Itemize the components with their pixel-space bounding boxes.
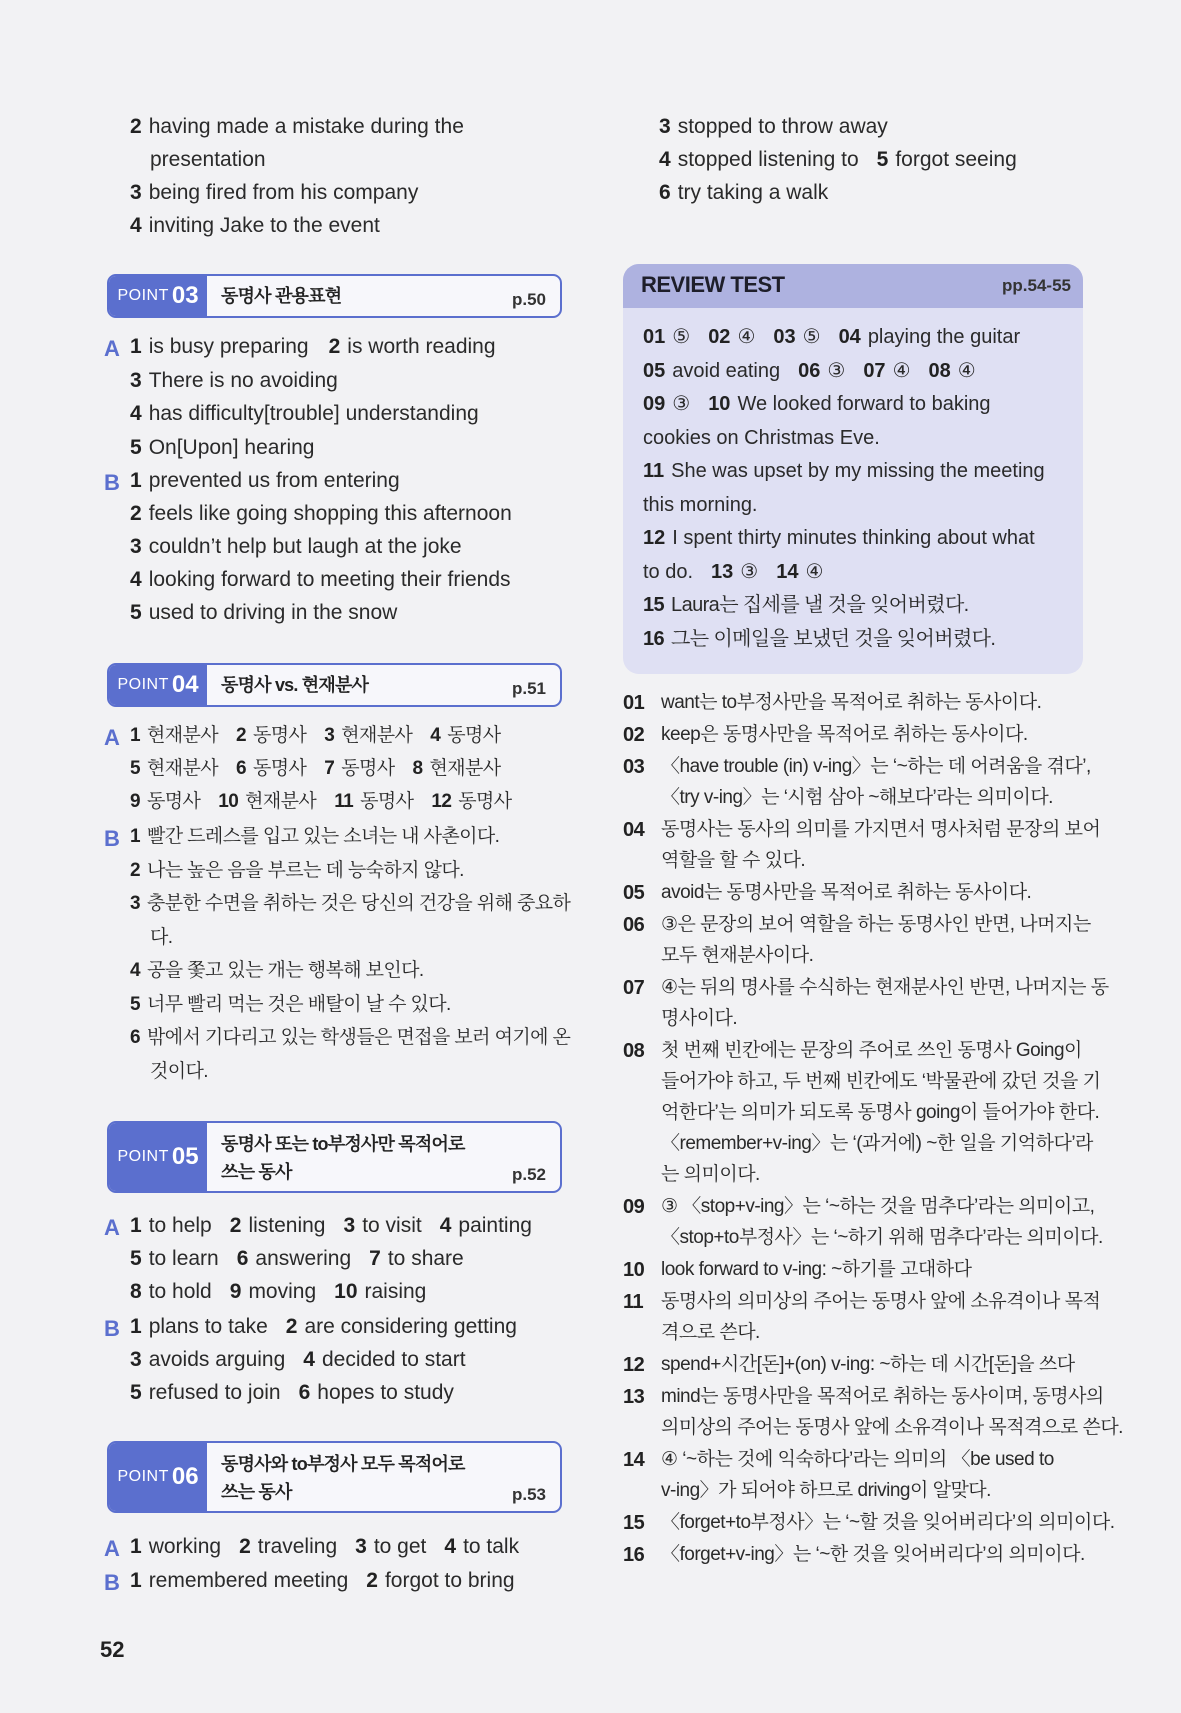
item-number: 16 xyxy=(643,627,665,650)
item-number: 2 xyxy=(366,1569,378,1592)
review-line xyxy=(643,592,969,618)
item-text: feels like going shopping this afternoon xyxy=(148,502,512,525)
item-number: 3 xyxy=(130,535,142,558)
answer-line xyxy=(130,1213,532,1239)
item-number: 07 xyxy=(863,359,886,382)
item-text: ⑤ xyxy=(802,326,821,348)
item-text: There is no avoiding xyxy=(148,368,338,392)
item-text: remembered meeting xyxy=(148,1569,349,1592)
item-number: 09 xyxy=(643,393,666,415)
item-text: prevented us from entering xyxy=(148,469,400,492)
item-text: cookies on Christmas Eve. xyxy=(643,426,880,449)
item-text: to help xyxy=(148,1214,212,1237)
item-number: 3 xyxy=(130,368,142,392)
item-text: 현재분사 xyxy=(429,758,501,779)
point-page-ref: p.51 xyxy=(511,679,546,698)
point-page-ref: p.53 xyxy=(511,1485,546,1504)
item-number: 8 xyxy=(412,758,423,779)
explanation-text: 〈stop+to부정사〉는 ‘~하기 위해 멈추다’라는 의미이다. xyxy=(661,1227,1103,1248)
explanation-text: want는 to부정사만을 목적어로 취하는 동사이다. xyxy=(661,692,1042,713)
item-text: are considering getting xyxy=(304,1315,517,1338)
explanation-item xyxy=(623,1038,1101,1193)
item-number: 12 xyxy=(431,791,452,812)
item-number: 4 xyxy=(303,1348,315,1371)
item-text: 빨간 드레스를 입고 있는 소녀는 내 사촌이다. xyxy=(146,826,500,847)
item-number: 1 xyxy=(130,1214,142,1237)
review-test-title: REVIEW TEST xyxy=(641,272,785,297)
item-number: 5 xyxy=(130,1381,142,1404)
explanation-number: 13 xyxy=(623,1386,645,1408)
explanation-text: avoid는 동명사만을 목적어로 취하는 동사이다. xyxy=(661,882,1032,903)
review-line xyxy=(643,458,1045,484)
item-number: 03 xyxy=(773,326,796,348)
item-text: plans to take xyxy=(148,1315,268,1338)
point-title-line-2: 쓰는 동사 xyxy=(221,1482,292,1502)
item-text: to visit xyxy=(362,1214,422,1237)
explanation-text: 격으로 쓴다. xyxy=(661,1322,760,1343)
item-text: to do. xyxy=(643,560,694,583)
item-number: 5 xyxy=(130,993,140,1015)
item-number: 5 xyxy=(130,601,142,624)
explanation-number: 16 xyxy=(623,1544,645,1566)
point-page-ref: p.50 xyxy=(511,290,546,309)
item-number: 3 xyxy=(659,115,671,138)
answer-line xyxy=(130,468,400,494)
item-text: 현재분사 xyxy=(341,725,413,746)
explanation-number: 04 xyxy=(623,819,645,841)
explanation-text: v-ing〉가 되어야 하므로 driving이 알맞다. xyxy=(661,1480,991,1501)
item-number: 3 xyxy=(324,725,335,746)
item-number: 4 xyxy=(130,568,142,591)
item-number: 2 xyxy=(236,725,246,746)
item-number: 11 xyxy=(643,460,665,482)
item-number: 3 xyxy=(130,1348,142,1371)
item-text: 공을 쫓고 있는 개는 행복해 보인다. xyxy=(146,960,424,981)
explanation-item xyxy=(623,1447,1083,1509)
section-a-label: A xyxy=(104,1215,120,1240)
item-text: playing the guitar xyxy=(867,326,1021,348)
item-number: 1 xyxy=(130,725,140,746)
item-text: to learn xyxy=(148,1247,219,1270)
section-a-label: A xyxy=(104,336,120,361)
point-number: 05 xyxy=(171,1143,199,1170)
explanation-item xyxy=(623,1510,1115,1541)
answer-line xyxy=(130,368,338,394)
item-text: painting xyxy=(458,1214,532,1237)
item-number: 14 xyxy=(776,560,799,583)
answer-line xyxy=(130,435,314,461)
item-text: ④ xyxy=(737,326,756,348)
point-word: POINT xyxy=(117,1148,169,1165)
explanation-number: 02 xyxy=(623,724,645,746)
explanation-item xyxy=(623,722,1083,753)
item-text: 현재분사 xyxy=(146,758,218,779)
answer-line xyxy=(130,401,479,427)
answer-line xyxy=(130,1279,426,1305)
answer-line xyxy=(130,891,570,917)
answer-line xyxy=(659,180,828,206)
explanation-number: 10 xyxy=(623,1259,645,1281)
item-number: 3 xyxy=(130,181,142,204)
review-test-box xyxy=(623,264,1083,674)
explanation-number: 06 xyxy=(623,914,645,936)
explanation-text: 〈forget+to부정사〉는 ‘~할 것을 잊어버리다’의 의미이다. xyxy=(661,1512,1115,1533)
item-text: stopped listening to xyxy=(677,148,859,171)
answer-line xyxy=(130,789,512,815)
item-number: 4 xyxy=(130,214,142,237)
point-word: POINT xyxy=(117,1468,169,1485)
item-text: ③ xyxy=(672,393,691,415)
point-page-ref: p.52 xyxy=(511,1165,546,1184)
point-number: 03 xyxy=(171,282,199,309)
item-number: 06 xyxy=(798,359,821,382)
item-text: to share xyxy=(387,1247,464,1270)
answer-line xyxy=(150,1059,208,1085)
explanation-text: 〈remember+v-ing〉는 ‘(과거에) ~한 일을 기억하다’라 xyxy=(661,1133,1093,1154)
item-text: 동명사 xyxy=(341,758,395,779)
review-line xyxy=(643,626,995,652)
point-04-tag xyxy=(109,665,207,705)
explanation-number: 11 xyxy=(623,1291,644,1313)
item-text: 충분한 수면을 취하는 것은 당신의 건강을 위해 중요하 xyxy=(146,893,571,914)
section-a-label: A xyxy=(104,725,120,750)
answer-line xyxy=(130,824,499,850)
item-number: 6 xyxy=(236,1247,249,1270)
explanation-text: 〈forget+v-ing〉는 ‘~한 것을 잊어버리다’의 의미이다. xyxy=(661,1544,1085,1565)
explanation-text: ③ 〈stop+v-ing〉는 ‘~하는 것을 멈추다’라는 의미이고, xyxy=(661,1196,1095,1217)
item-number: 5 xyxy=(130,435,142,459)
item-number: 2 xyxy=(229,1214,242,1237)
answer-line xyxy=(130,114,464,140)
answer-line xyxy=(130,534,462,560)
item-number: 08 xyxy=(928,359,951,382)
section-b-label: B xyxy=(104,470,120,495)
item-number: 2 xyxy=(285,1315,298,1338)
answer-line xyxy=(130,858,464,884)
item-text: has difficulty[trouble] understanding xyxy=(148,402,479,425)
item-text: to talk xyxy=(463,1535,520,1558)
item-text: to get xyxy=(373,1535,427,1558)
answer-line xyxy=(130,1025,570,1051)
section-a-label: A xyxy=(104,1536,120,1561)
point-title: 동명사 vs. 현재분사 xyxy=(221,675,369,695)
item-number: 1 xyxy=(130,1535,142,1558)
item-text: having made a mistake during the xyxy=(148,115,464,138)
item-number: 10 xyxy=(218,791,239,812)
item-text: presentation xyxy=(150,148,266,171)
item-text: used to driving in the snow xyxy=(148,601,398,624)
item-text: avoids arguing xyxy=(148,1348,286,1371)
section-b-label: B xyxy=(104,1316,120,1341)
point-05-header xyxy=(107,1121,562,1193)
item-number: 1 xyxy=(130,469,142,492)
item-text: ④ xyxy=(892,359,911,382)
explanation-number: 14 xyxy=(623,1449,645,1471)
item-text: We looked forward to baking xyxy=(737,393,991,415)
explanation-item xyxy=(623,975,1109,1037)
item-text: She was upset by my missing the meeting xyxy=(671,460,1045,482)
explanation-number: 08 xyxy=(623,1040,645,1062)
point-title-line-1: 동명사와 to부정사 모두 목적어로 xyxy=(221,1454,465,1474)
item-number: 8 xyxy=(130,1280,142,1303)
item-text: On[Upon] hearing xyxy=(148,435,315,459)
point-06-header xyxy=(107,1441,562,1513)
explanation-text: 모두 현재분사이다. xyxy=(661,945,814,966)
explanation-number: 15 xyxy=(623,1512,645,1534)
point-06-tag xyxy=(109,1443,207,1511)
item-text: forgot seeing xyxy=(895,148,1017,171)
item-text: try taking a walk xyxy=(677,181,829,204)
item-number: 2 xyxy=(130,502,142,525)
item-number: 10 xyxy=(708,393,731,415)
point-word: POINT xyxy=(117,676,169,693)
item-text: Laura는 집세를 낼 것을 잊어버렸다. xyxy=(671,594,969,616)
review-line xyxy=(643,324,1020,350)
answer-line xyxy=(130,334,496,360)
item-text: answering xyxy=(255,1247,352,1270)
item-number: 2 xyxy=(239,1535,251,1558)
explanation-text: ④는 뒤의 명사를 수식하는 현재분사인 반면, 나머지는 동 xyxy=(661,977,1109,998)
item-text: stopped to throw away xyxy=(677,115,888,138)
item-number: 4 xyxy=(439,1214,452,1237)
explanation-number: 01 xyxy=(623,692,645,714)
explanation-text: 명사이다. xyxy=(661,1008,738,1029)
item-text: moving xyxy=(248,1280,317,1303)
item-number: 4 xyxy=(130,960,140,981)
item-text: 현재분사 xyxy=(146,725,218,746)
item-text: this morning. xyxy=(643,493,758,516)
item-number: 15 xyxy=(643,594,665,616)
explanation-text: mind는 동명사만을 목적어로 취하는 동사이며, 동명사의 xyxy=(661,1386,1104,1407)
item-number: 7 xyxy=(324,758,335,779)
item-text: couldn’t help but laugh at the joke xyxy=(148,535,462,558)
item-text: 동명사 xyxy=(458,791,512,812)
item-text: ④ xyxy=(805,560,824,583)
item-number: 1 xyxy=(130,826,140,847)
item-number: 7 xyxy=(369,1247,381,1270)
item-text: 너무 빨리 먹는 것은 배탈이 날 수 있다. xyxy=(146,993,451,1015)
review-line xyxy=(643,425,880,451)
item-text: 동명사 xyxy=(252,725,307,746)
item-number: 9 xyxy=(229,1280,242,1303)
point-03-tag xyxy=(109,276,207,316)
item-text: 현재분사 xyxy=(245,791,317,812)
explanation-number: 03 xyxy=(623,756,645,778)
answer-line xyxy=(130,501,512,527)
point-05-tag xyxy=(109,1123,207,1191)
answer-line xyxy=(130,213,380,239)
explanation-text: ④ ‘~하는 것에 익숙하다’라는 의미의 〈be used to xyxy=(661,1449,1054,1470)
answer-line xyxy=(130,958,424,984)
item-number: 11 xyxy=(334,791,354,812)
answer-line xyxy=(150,925,172,951)
item-text: 나는 높은 음을 부르는 데 능숙하지 않다. xyxy=(146,859,464,881)
explanation-text: 첫 번째 빈칸에는 문장의 주어로 쓰인 동명사 Going이 xyxy=(661,1040,1082,1061)
item-number: 3 xyxy=(343,1214,356,1237)
item-text: I spent thirty minutes thinking about what xyxy=(672,527,1035,549)
answer-line xyxy=(659,147,1017,173)
answer-line xyxy=(130,723,500,749)
review-line xyxy=(643,358,976,384)
review-line xyxy=(643,559,823,585)
item-text: is busy preparing xyxy=(148,335,309,358)
explanation-text: ③은 문장의 보어 역할을 하는 동명사인 반면, 나머지는 xyxy=(661,914,1091,935)
item-number: 10 xyxy=(334,1280,358,1303)
review-line xyxy=(643,391,991,417)
item-text: ④ xyxy=(957,359,976,382)
answer-line xyxy=(130,1380,454,1406)
item-text: hopes to study xyxy=(317,1381,454,1404)
explanation-text: 동명사의 의미상의 주어는 동명사 앞에 소유격이나 목적 xyxy=(661,1291,1101,1312)
explanation-text: 〈have trouble (in) v-ing〉는 ‘~하는 데 어려움을 겪다’, xyxy=(661,756,1091,777)
item-number: 1 xyxy=(130,335,142,358)
answer-line xyxy=(130,1568,515,1594)
item-number: 13 xyxy=(711,560,734,583)
answer-line xyxy=(659,114,888,140)
explanation-text: 〈try v-ing〉는 ‘시험 삼아 ~해보다’라는 의미이다. xyxy=(661,787,1053,808)
answer-line xyxy=(130,992,451,1018)
item-text: 밖에서 기다리고 있는 학생들은 면접을 보러 여기에 온 xyxy=(146,1027,571,1048)
explanation-text: spend+시간[돈]+(on) v-ing: ~하는 데 시간[돈]을 쓰다 xyxy=(661,1354,1075,1375)
section-b-label: B xyxy=(104,826,120,851)
item-number: 02 xyxy=(708,326,731,348)
item-text: inviting Jake to the event xyxy=(148,214,380,237)
item-number: 6 xyxy=(298,1381,311,1404)
item-number: 5 xyxy=(130,758,140,779)
item-number: 4 xyxy=(659,148,671,171)
item-number: 3 xyxy=(355,1535,367,1558)
explanation-text: 들어가야 하고, 두 번째 빈칸에도 ‘박물관에 갔던 것을 기 xyxy=(661,1071,1101,1092)
answer-line xyxy=(130,567,511,593)
item-text: ⑤ xyxy=(672,326,691,348)
answer-line xyxy=(150,147,266,173)
item-text: 다. xyxy=(150,926,173,948)
item-number: 1 xyxy=(130,1315,142,1338)
explanation-text: keep은 동명사만을 목적어로 취하는 동사이다. xyxy=(661,724,1028,745)
item-text: to hold xyxy=(148,1280,212,1303)
explanation-item xyxy=(623,754,1091,816)
review-test-header xyxy=(623,264,1083,308)
item-text: listening xyxy=(248,1214,326,1237)
answer-line xyxy=(130,756,500,782)
answer-line xyxy=(130,1314,517,1340)
explanation-item xyxy=(623,912,1091,974)
section-b-label: B xyxy=(104,1570,120,1595)
review-line xyxy=(643,525,1035,551)
review-line xyxy=(643,492,758,518)
item-text: 것이다. xyxy=(150,1060,208,1082)
item-number: 2 xyxy=(328,335,341,358)
answer-line xyxy=(130,180,418,206)
explanation-text: 역할을 할 수 있다. xyxy=(661,850,806,871)
explanation-item xyxy=(623,1384,1123,1446)
explanation-item xyxy=(623,1194,1103,1256)
item-number: 6 xyxy=(236,758,246,779)
explanation-item xyxy=(623,817,1101,879)
item-text: 동명사 xyxy=(447,725,501,746)
item-text: raising xyxy=(364,1280,427,1303)
point-title-line-1: 동명사 또는 to부정사만 목적어로 xyxy=(221,1134,465,1154)
point-number: 04 xyxy=(171,671,199,698)
item-text: ③ xyxy=(740,560,759,583)
explanation-item xyxy=(623,1542,1083,1573)
item-number: 3 xyxy=(130,893,140,914)
answer-line xyxy=(130,1347,466,1373)
item-text: 그는 이메일을 보냈던 것을 잊어버렸다. xyxy=(671,627,996,650)
item-number: 6 xyxy=(130,1027,140,1048)
item-number: 5 xyxy=(876,148,889,171)
item-text: ③ xyxy=(827,359,846,382)
point-title: 동명사 관용표현 xyxy=(221,286,342,306)
explanation-number: 09 xyxy=(623,1196,645,1218)
explanation-item xyxy=(623,1257,1083,1288)
point-word: POINT xyxy=(117,287,169,304)
item-number: 2 xyxy=(130,115,142,138)
answer-line xyxy=(130,600,397,626)
review-test-pages: pp.54-55 xyxy=(1002,276,1071,295)
explanation-text: look forward to v-ing: ~하기를 고대하다 xyxy=(661,1259,972,1280)
item-number: 5 xyxy=(130,1247,142,1270)
point-04-header xyxy=(107,663,562,707)
explanation-text: 억한다’는 의미가 되도록 동명사 going이 들어가야 한다. xyxy=(661,1102,1100,1123)
explanation-item xyxy=(623,880,1083,911)
item-text: is worth reading xyxy=(347,335,496,358)
item-number: 01 xyxy=(643,326,666,348)
point-title-line-2: 쓰는 동사 xyxy=(221,1162,292,1182)
item-text: traveling xyxy=(257,1535,338,1558)
item-text: 동명사 xyxy=(252,758,307,779)
explanation-number: 07 xyxy=(623,977,645,999)
explanation-item xyxy=(623,1352,1083,1383)
item-number: 12 xyxy=(643,527,666,549)
item-text: looking forward to meeting their friends xyxy=(148,568,511,591)
explanation-item xyxy=(623,1289,1101,1351)
explanation-text: 는 의미이다. xyxy=(661,1164,760,1185)
explanation-item xyxy=(623,690,1083,721)
item-number: 04 xyxy=(838,326,861,348)
item-text: forgot to bring xyxy=(384,1569,515,1592)
explanation-number: 12 xyxy=(623,1354,645,1376)
item-text: being fired from his company xyxy=(148,181,419,204)
explanation-text: 동명사는 동사의 의미를 가지면서 명사처럼 문장의 보어 xyxy=(661,819,1101,840)
item-text: 동명사 xyxy=(146,791,201,812)
item-number: 6 xyxy=(659,181,671,204)
item-text: refused to join xyxy=(148,1381,281,1404)
point-03-header xyxy=(107,274,562,318)
answer-line xyxy=(130,1534,519,1560)
item-number: 1 xyxy=(130,1569,142,1592)
answer-line xyxy=(130,1246,464,1272)
item-text: working xyxy=(148,1535,222,1558)
point-number: 06 xyxy=(171,1463,199,1490)
page-number: 52 xyxy=(100,1637,125,1662)
explanation-number: 05 xyxy=(623,882,645,904)
item-text: decided to start xyxy=(321,1348,466,1371)
item-text: avoid eating xyxy=(672,359,781,382)
explanation-text: 의미상의 주어는 동명사 앞에 소유격이나 목적격으로 쓴다. xyxy=(661,1417,1123,1438)
item-text: 동명사 xyxy=(360,791,414,812)
item-number: 05 xyxy=(643,359,666,382)
item-number: 2 xyxy=(130,859,140,881)
item-number: 4 xyxy=(130,402,142,425)
item-number: 4 xyxy=(444,1535,457,1558)
item-number: 9 xyxy=(130,791,140,812)
item-number: 4 xyxy=(430,725,441,746)
